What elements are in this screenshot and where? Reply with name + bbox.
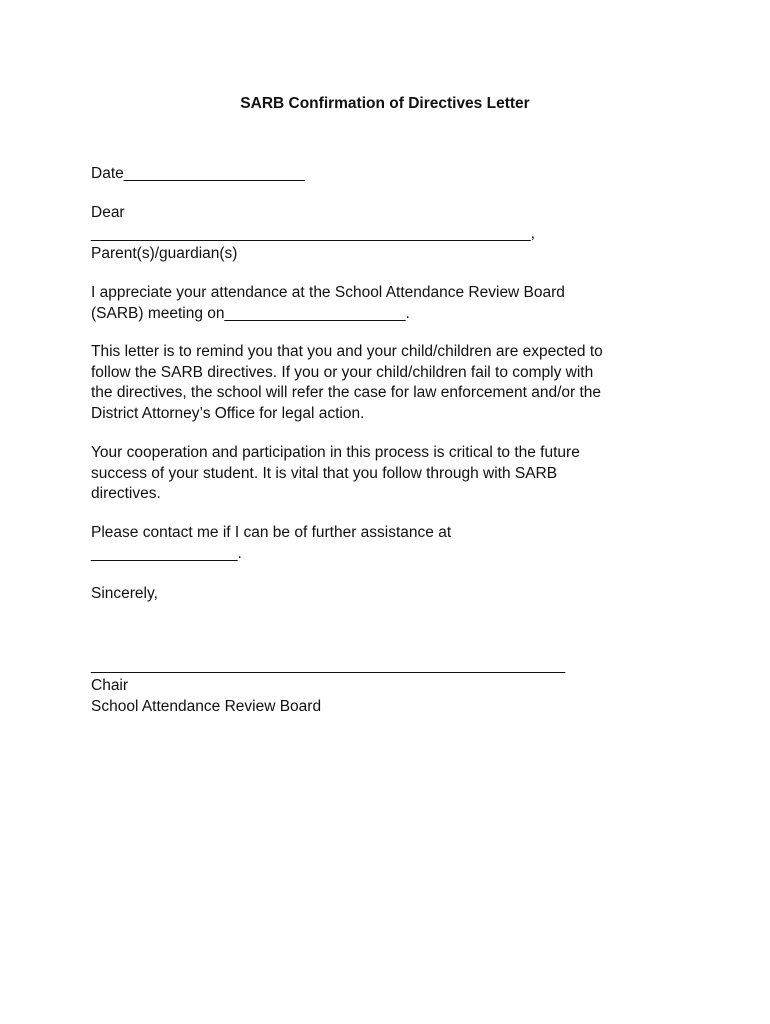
signature-line: _______________________________________________________ [91,657,566,674]
paragraph-line: success of your student. It is vital that you follow through with SARB [91,464,558,482]
salutation-label: Dear [91,204,125,221]
paragraph-line: _________________. [91,544,242,562]
recipient-label: Parent(s)/guardian(s) [91,245,238,262]
date-line: Date_____________________ [91,165,305,182]
signer-organization: School Attendance Review Board [91,698,322,715]
paragraph-line: Please contact me if I can be of further assistance at [91,524,452,541]
paragraph-line: This letter is to remind you that you and your child/children are expected to [91,343,603,360]
closing-text: Sincerely, [91,585,158,602]
paragraph-line: the directives, the school will refer the case for law enforcement and/or the [91,384,602,401]
paragraph-line: District Attorney’s Office for legal action. [91,404,365,422]
paragraph-line: directives. [91,485,161,502]
document-title: SARB Confirmation of Directives Letter [240,95,530,112]
paragraph-line: follow the SARB directives. If you or your child/children fail to comply with [91,363,594,381]
paragraph-contact [91,523,691,564]
paragraph-cooperation [91,443,691,505]
paragraph-line: I appreciate your attendance at the School Attendance Review Board [91,284,565,301]
paragraph-attendance [91,283,691,324]
paragraph-reminder [91,342,691,424]
signer-title: Chair [91,677,129,694]
paragraph-line: Your cooperation and participation in this process is critical to the future [91,444,580,461]
paragraph-line: (SARB) meeting on_____________________. [91,304,410,322]
salutation-blank-line: ___________________________________________________, [91,225,535,242]
